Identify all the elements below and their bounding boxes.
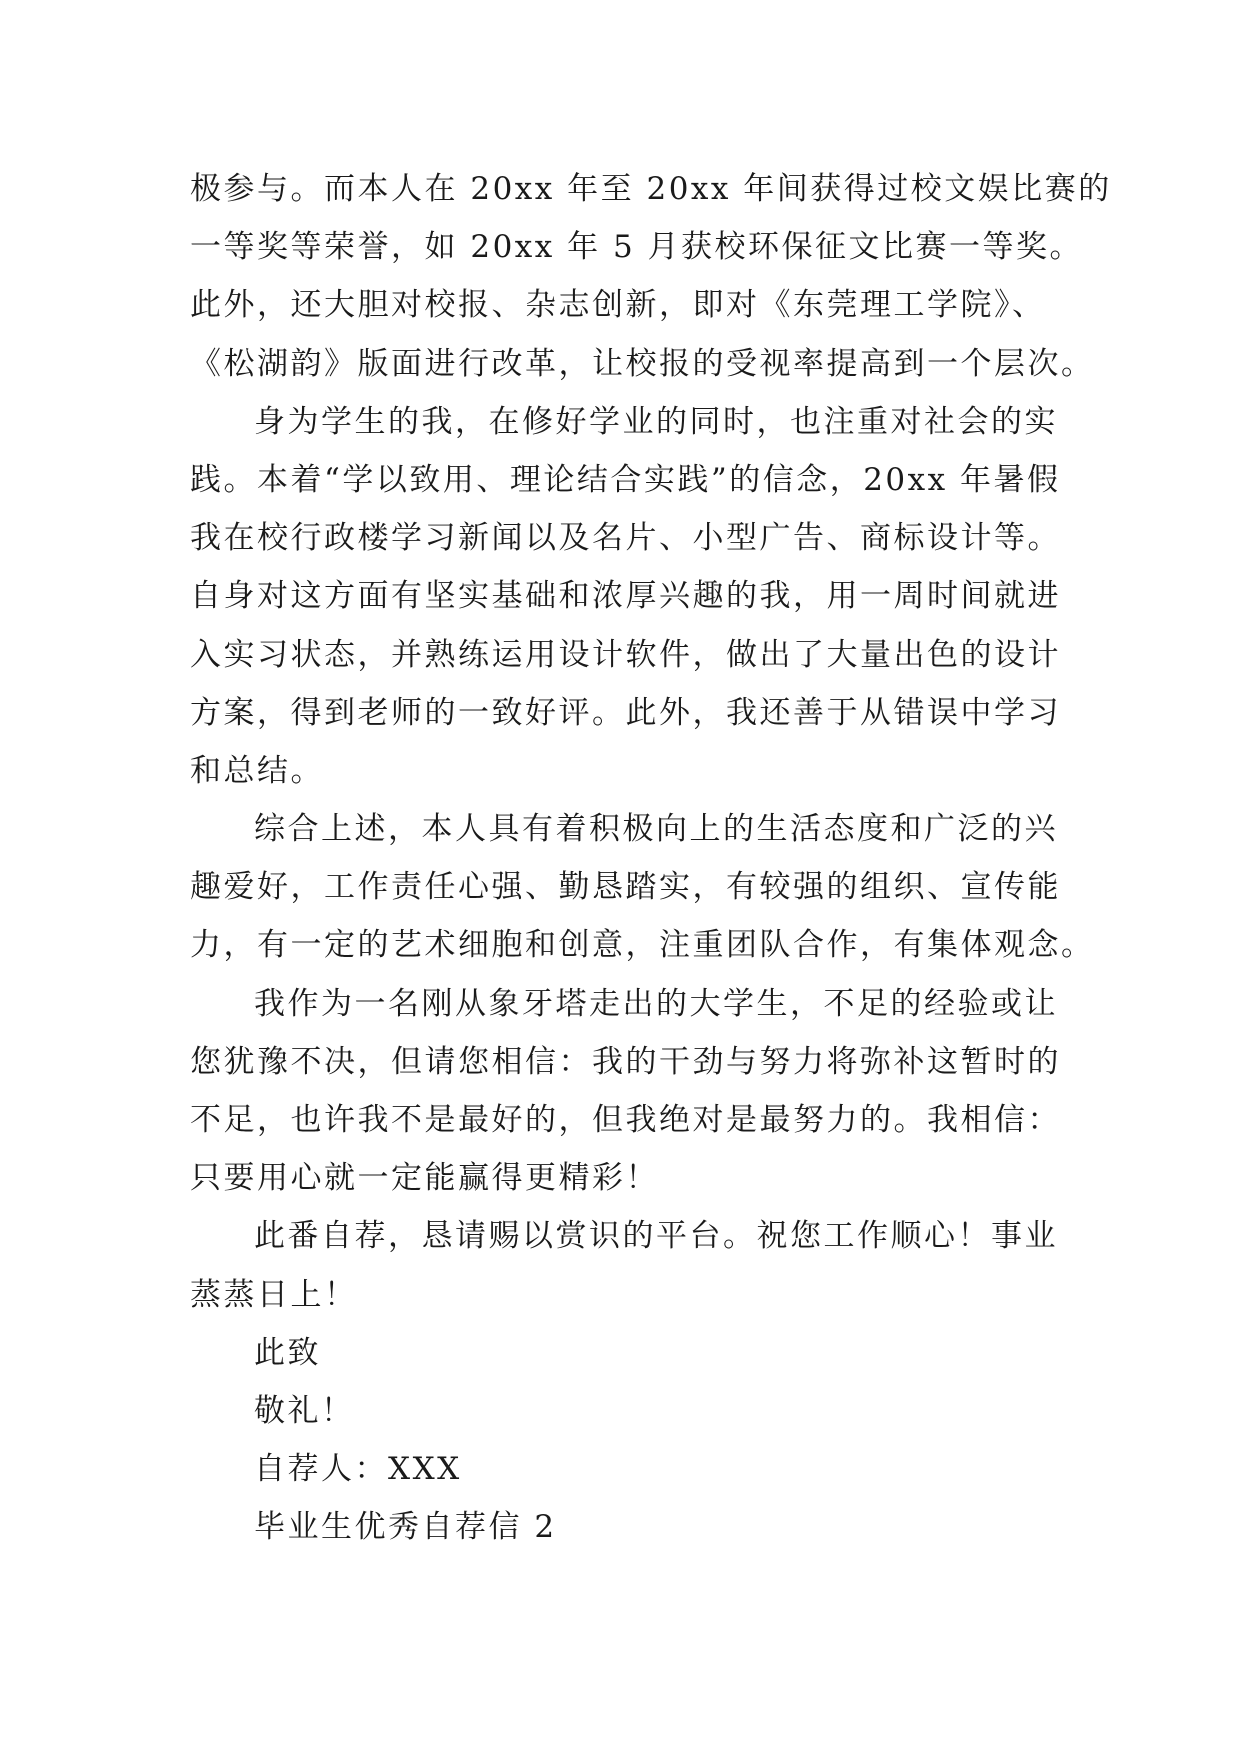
- text-line: 您犹豫不决，但请您相信：我的干劲与努力将弥补这暂时的: [190, 1043, 1061, 1080]
- text-line: 一等奖等荣誉，如 20xx 年 5 月获校环保征文比赛一等奖。: [190, 229, 1084, 266]
- text-line: 趣爱好，工作责任心强、勤恳踏实，有较强的组织、宣传能: [190, 869, 1061, 906]
- paragraph-start-line: 身为学生的我，在修好学业的同时，也注重对社会的实: [254, 403, 1058, 440]
- text-line: 极参与。而本人在 20xx 年至 20xx 年间获得过校文娱比赛的: [190, 171, 1112, 207]
- closing-salutation: 此致: [254, 1334, 321, 1371]
- paragraph-start-line: 此番自荐，恳请赐以赏识的平台。祝您工作顺心！事业: [254, 1218, 1058, 1255]
- paragraph-start-line: 综合上述，本人具有着积极向上的生活态度和广泛的兴: [254, 811, 1058, 848]
- text-line: 我在校行政楼学习新闻以及名片、小型广告、商标设计等。: [190, 520, 1061, 557]
- signature-line: 自荐人：XXX: [254, 1451, 462, 1488]
- closing-regards: 敬礼！: [254, 1392, 355, 1429]
- text-line: 和总结。: [190, 752, 324, 789]
- paragraph-start-line: 我作为一名刚从象牙塔走出的大学生，不足的经验或让: [254, 985, 1058, 1022]
- text-line: 不足，也许我不是最好的，但我绝对是最努力的。我相信：: [190, 1102, 1061, 1138]
- text-line: 蒸蒸日上！: [190, 1276, 358, 1313]
- next-section-title: 毕业生优秀自荐信 2: [254, 1509, 557, 1546]
- text-line: 自身对这方面有坚实基础和浓厚兴趣的我，用一周时间就进: [190, 578, 1061, 615]
- letter-body: [190, 160, 1112, 1557]
- text-line: 力，有一定的艺术细胞和创意，注重团队合作，有集体观念。: [190, 927, 1095, 964]
- text-line: 此外，还大胆对校报、杂志创新，即对《东莞理工学院》、: [190, 287, 1046, 324]
- text-line: 只要用心就一定能赢得更精彩！: [190, 1160, 659, 1197]
- text-line: 践。本着“学以致用、理论结合实践”的信念，20xx 年暑假: [190, 461, 1061, 498]
- text-line: 《松湖韵》版面进行改革，让校报的受视率提高到一个层次。: [190, 345, 1095, 382]
- text-line: 方案，得到老师的一致好评。此外，我还善于从错误中学习: [190, 694, 1061, 731]
- text-line: 入实习状态，并熟练运用设计软件，做出了大量出色的设计: [190, 636, 1061, 673]
